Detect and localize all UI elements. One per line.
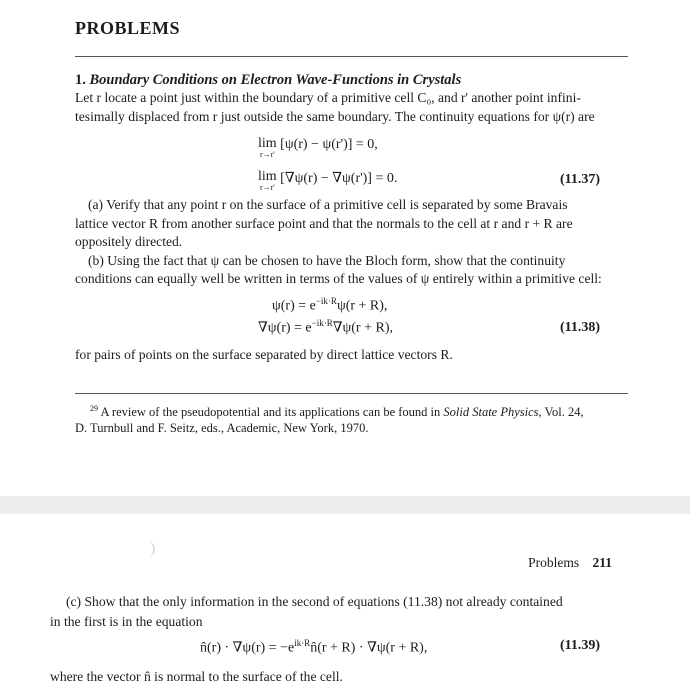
equation-bloch-1: $\psi(r) = e^{-ik\cdot R}\psi(r + R)$, <box>272 296 388 314</box>
page-gap <box>0 496 690 514</box>
part-a-line-2: lattice vector R from another surface point and that the normals to the cell at r and r + R are <box>75 216 573 231</box>
footnote-rule <box>75 393 628 394</box>
problem-title <box>75 72 461 89</box>
equation-continuity-1: lim r→r' [ψ(r) − ψ(r')] = 0, <box>258 136 378 159</box>
part-c-line-2: in the first is in the equation <box>50 614 203 629</box>
intro-line-2: tesimally displaced from r just outside the same boundary. The continuity equations for ψ(r) are <box>75 109 595 124</box>
part-b-line-1: (b) Using the fact that ψ can be chosen to have the Bloch form, show that the continuity <box>88 253 566 268</box>
intro-line-1: Let r locate a point just within the boundary of a primitive cell C₀, and r' another point infini- <box>75 90 581 105</box>
equation-bloch-2: $\nabla\psi(r) = e^{-ik\cdot R}\nabla\psi(r + R)$, <box>258 318 393 336</box>
part-b-line-2: conditions can equally well be written in terms of the values of ψ entirely within a primitive cell: <box>75 271 602 286</box>
footnote-line-1: $^{29}$ A review of the pseudopotential and its applications can be found in Solid State Physics, Vol. 24, <box>90 404 584 420</box>
heading-rule <box>75 56 628 57</box>
page-number: 211 <box>592 555 612 570</box>
running-header-label: Problems <box>528 555 580 570</box>
part-a-line-1: (a) Verify that any point r on the surface of a primitive cell is separated by some Bravais <box>88 197 568 212</box>
footnote-line-2: D. Turnbull and F. Seitz, eds., Academic, New York, 1970. <box>75 421 369 435</box>
running-header <box>528 555 612 571</box>
stray-mark: ) <box>150 540 156 557</box>
part-a-line-3: oppositely directed. <box>75 234 183 249</box>
equation-number-11-39: (11.39) <box>560 638 601 653</box>
footnote-marker: 29 <box>90 404 98 413</box>
section-heading: PROBLEMS <box>75 18 181 38</box>
part-c-line-1: (c) Show that the only information in the second of equations (11.38) not already contained <box>66 594 563 609</box>
problem-number: 1. <box>75 72 86 88</box>
equation-number-11-38: (11.38) <box>560 320 601 335</box>
limit-operator: lim r→r' <box>258 136 277 159</box>
limit-operator: lim r→r' <box>258 169 277 192</box>
equation-11-39: n̂(r) · $\nabla\psi(r) = -e^{ik\cdot R}n̂(r + R) \cdot \nabla\psi(r + R)$, <box>200 638 428 656</box>
problem-title-text: Boundary Conditions on Electron Wave-Functions in Crystals <box>89 72 462 88</box>
page2-closing-line: where the vector n̂ is normal to the surface of the cell. <box>50 669 343 684</box>
equation-number-11-37: (11.37) <box>560 172 601 187</box>
closing-line: for pairs of points on the surface separated by direct lattice vectors R. <box>75 347 453 362</box>
equation-continuity-2: lim r→r' [∇ψ(r) − ∇ψ(r')] = 0. <box>258 169 398 192</box>
